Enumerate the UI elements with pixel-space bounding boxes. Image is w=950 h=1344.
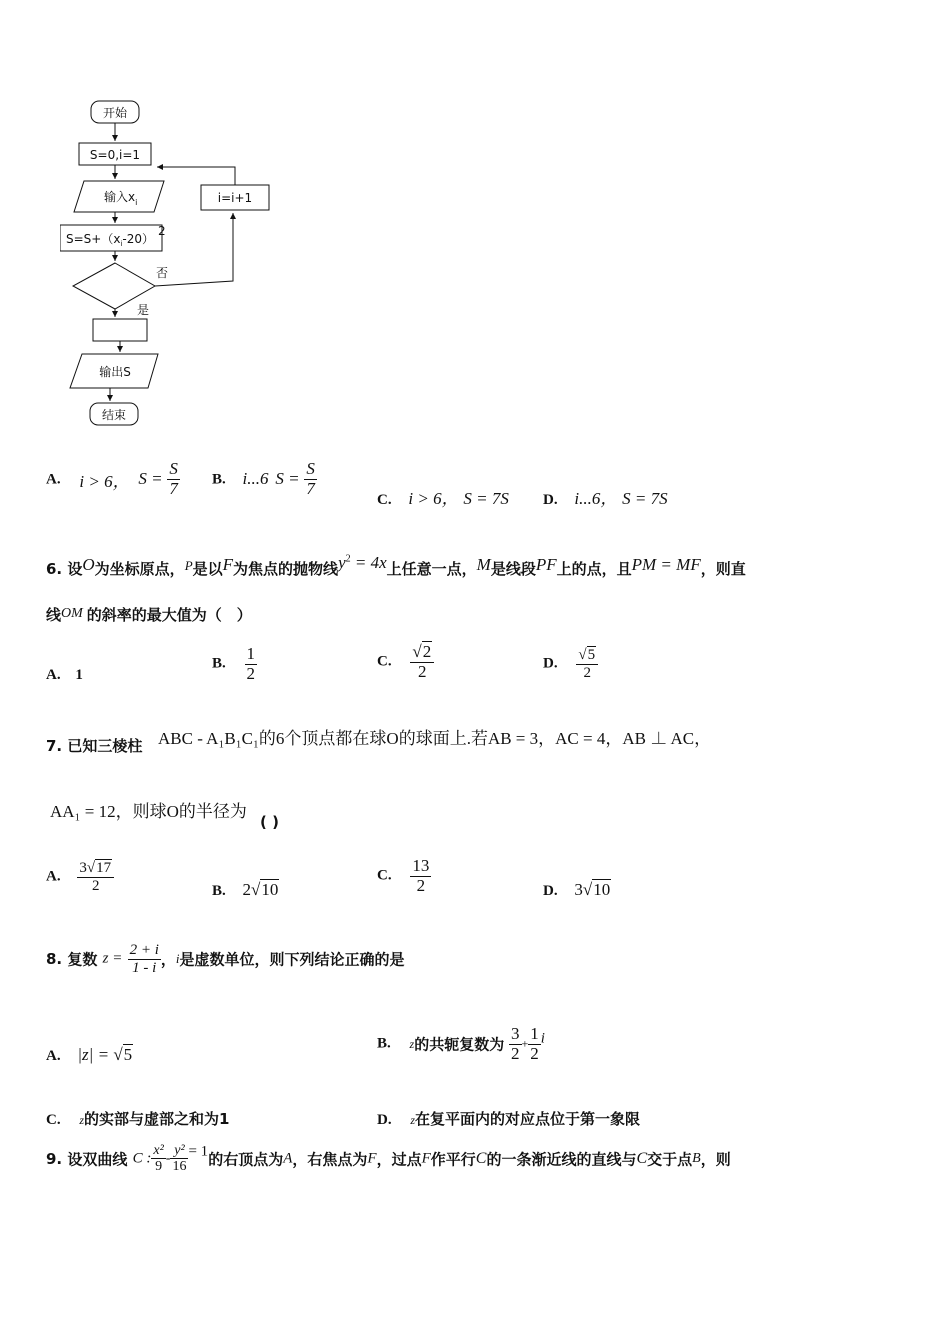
flow-blank-node [93, 319, 147, 341]
flow-input-label: 输入x [104, 190, 136, 204]
q8-option-d[interactable]: D. z在复平面内的对应点位于第一象限 [377, 1110, 641, 1128]
q6-stem-line1: 6. 设O为坐标原点，P是以F为焦点的抛物线$y^2 = 4x$上任意一点，M是线段PF上的点，且PM = MF，则直 [46, 553, 746, 578]
q8-option-b[interactable]: B. z的共轭复数为 $\frac{3}{2}$ + $\frac{1}{2}$ i [377, 1024, 545, 1063]
q8-option-c[interactable]: C. z的实部与虚部之和为1 [46, 1110, 230, 1128]
flow-update-label: S=S+（x [66, 232, 121, 246]
q8-option-a[interactable]: A. |z| = √5 [46, 1045, 133, 1064]
q5-option-b[interactable]: B. i...6 S = $\frac{S}{7}$ [212, 459, 315, 498]
q6-option-c[interactable]: C. $\frac{√2}{2}$ [377, 643, 434, 681]
flow-no-label: 否 [156, 266, 169, 280]
flow-init-label: S=0,i=1 [89, 148, 141, 162]
q7-paren: ( ) [260, 813, 279, 831]
q6-option-a[interactable]: A. 1 [46, 667, 83, 683]
q5-option-d[interactable]: D. i...6， S = 7S [543, 489, 668, 508]
q7-option-c[interactable]: C. $\frac{13}{2}$ [377, 856, 430, 895]
q6-option-b[interactable]: B. $\frac{1}{2}$ [212, 644, 256, 683]
q5-option-a[interactable]: A. i > 6， S = $\frac{S}{7}$ [46, 459, 178, 498]
q6-option-d[interactable]: D. $\frac{√5}{2}$ [543, 647, 598, 681]
flow-input-sub: i [135, 198, 138, 207]
flow-update-sub: i [120, 240, 123, 248]
q7-option-a[interactable]: A. $\frac{3√17}{2}$ [46, 860, 114, 894]
q7-option-b[interactable]: B. 2√10 [212, 880, 279, 899]
svg-text:S=S+（xi-20） [66, 232, 154, 248]
q7-stem-line2: AA₁ = 12，则球O的半径为 [50, 802, 247, 821]
q6-stem-line2: 线OM 的斜率的最大值为（ ） [46, 606, 252, 624]
flow-start-label: 开始 [102, 106, 128, 120]
flow-output-label: 输出S [99, 365, 131, 379]
flowchart [60, 95, 290, 435]
flow-update-sup: 2 [158, 224, 166, 238]
q7-prism-text: ABC - A₁B₁C₁的6个顶点都在球O的球面上.若AB = 3，AC = 4，AB ⊥ AC， [158, 729, 712, 748]
q9-stem: 9. 设双曲线 C : $\frac{\text{x²}}{9}$ - $\frac{\text{y²}}{16}$ = 1的右顶点为A，右焦点为F，过点F作平行C的一条渐近线的直线与C交于点B，则 [46, 1143, 731, 1175]
q8-stem: 8. 复数 z = $\frac{2 + i}{1 - i}$ ，i是虚数单位，则下列结论正确的是 [46, 942, 405, 976]
q5-option-c[interactable]: C. i > 6， S = 7S [377, 489, 509, 508]
q7-stem-line1: 7. 已知三棱柱 [46, 737, 143, 755]
flow-increment-label: i=i+1 [217, 191, 253, 205]
flow-yes-label: 是 [137, 303, 150, 317]
q7-option-d[interactable]: D. 3√10 [543, 880, 611, 899]
flow-end-label: 结束 [101, 408, 127, 422]
flow-update-tail: -20） [122, 232, 155, 246]
